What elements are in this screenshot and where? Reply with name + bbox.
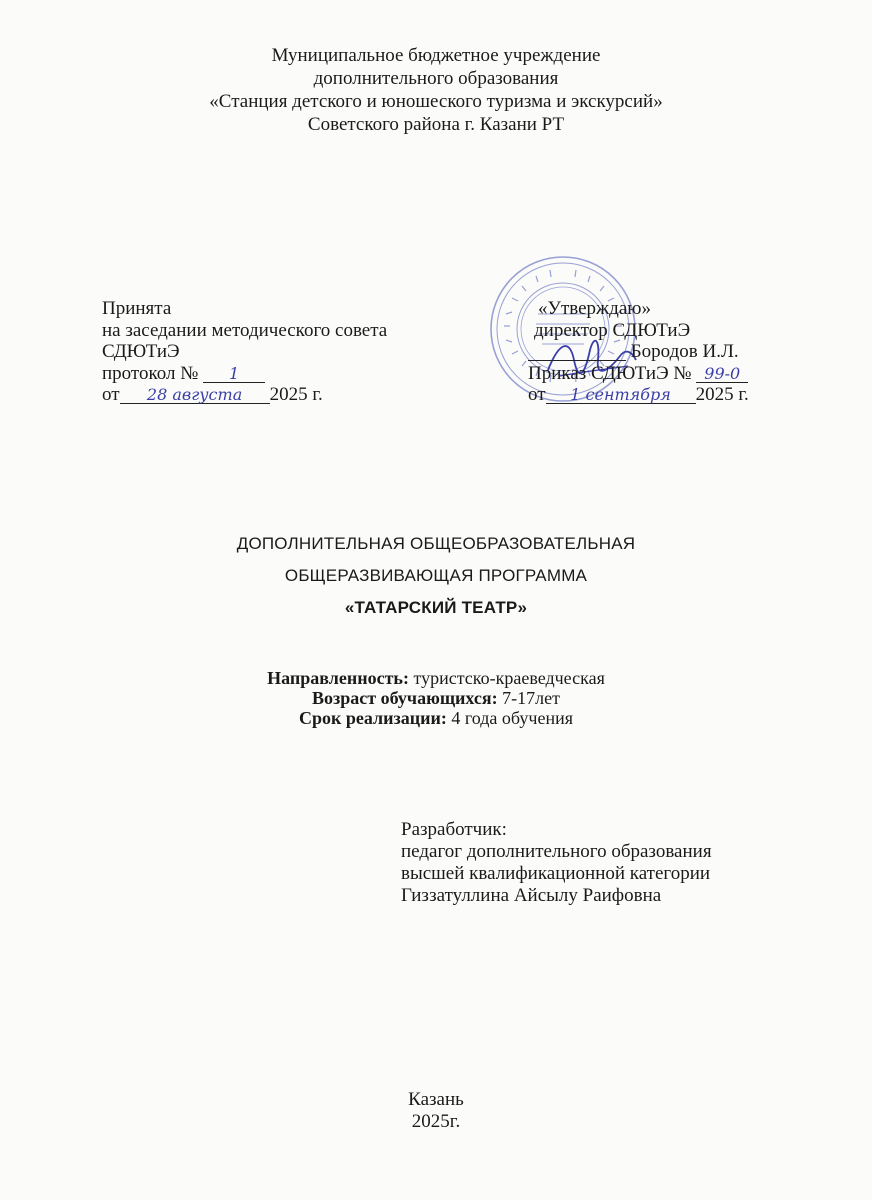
program-title-line-1: ДОПОЛНИТЕЛЬНАЯ ОБЩЕОБРАЗОВАТЕЛЬНАЯ (236, 534, 636, 553)
header-line-3: «Станция детского и юношеского туризма и экскурсий» (209, 91, 663, 112)
age-label: Возраст обучающихся: (312, 688, 498, 708)
footer-year: 2025г. (411, 1111, 461, 1132)
approved-signature-line (528, 341, 828, 363)
approved-date-handwritten: 1 сентября (546, 386, 696, 404)
institution-header (0, 44, 872, 136)
developer-block (401, 819, 712, 907)
accepted-org: СДЮТиЭ (102, 341, 180, 362)
approved-date-prefix: от (528, 384, 546, 405)
approved-date (528, 384, 828, 406)
program-name: «ТАТАРСКИЙ ТЕАТР» (344, 598, 528, 617)
meta-term (0, 708, 872, 728)
approved-position: директор СДЮТиЭ (534, 319, 691, 341)
protocol-number: 1 (203, 365, 265, 383)
accepted-council: на заседании методического совета (102, 319, 388, 341)
meta-direction (0, 668, 872, 688)
term-label: Срок реализации: (299, 708, 447, 728)
approved-signatory: Бородов И.Л. (630, 341, 739, 362)
accepted-title: Принята (102, 298, 172, 319)
age-value: 7-17лет (502, 688, 560, 708)
approved-title: «Утверждаю» (538, 298, 651, 319)
order-number: 99-0 (696, 365, 748, 383)
protocol-label: протокол № (102, 362, 199, 384)
accepted-date (102, 384, 432, 406)
meta-age (0, 688, 872, 708)
developer-name: Гиззатуллина Айсылу Раифовна (401, 885, 662, 906)
accepted-block (102, 298, 432, 406)
header-line-1: Муниципальное бюджетное учреждение (271, 45, 601, 66)
footer-city: Казань (408, 1089, 464, 1110)
developer-label: Разработчик: (401, 819, 507, 840)
program-title-line-2: ОБЩЕРАЗВИВАЮЩАЯ ПРОГРАММА (284, 566, 588, 585)
header-line-4: Советского района г. Казани РТ (307, 114, 565, 135)
signature-underline (528, 343, 626, 361)
approved-date-suffix: 2025 г. (695, 384, 749, 405)
order-label: Приказ СДЮТиЭ № (528, 362, 692, 384)
program-meta-block (0, 668, 872, 728)
document-footer (0, 1089, 872, 1133)
accepted-date-prefix: от (102, 384, 120, 405)
header-line-2: дополнительного образования (313, 68, 559, 89)
direction-value: туристско-краеведческая (413, 668, 605, 688)
approved-block (528, 298, 828, 406)
accepted-date-suffix: 2025 г. (269, 384, 323, 405)
developer-position: педагог дополнительного образования (401, 841, 712, 862)
accepted-date-handwritten: 28 августа (120, 386, 270, 404)
program-title-block (0, 528, 872, 624)
approved-order (528, 363, 828, 385)
accepted-protocol (102, 363, 432, 385)
direction-label: Направленность: (267, 668, 409, 688)
term-value: 4 года обучения (451, 708, 573, 728)
developer-category: высшей квалификационной категории (401, 863, 711, 884)
